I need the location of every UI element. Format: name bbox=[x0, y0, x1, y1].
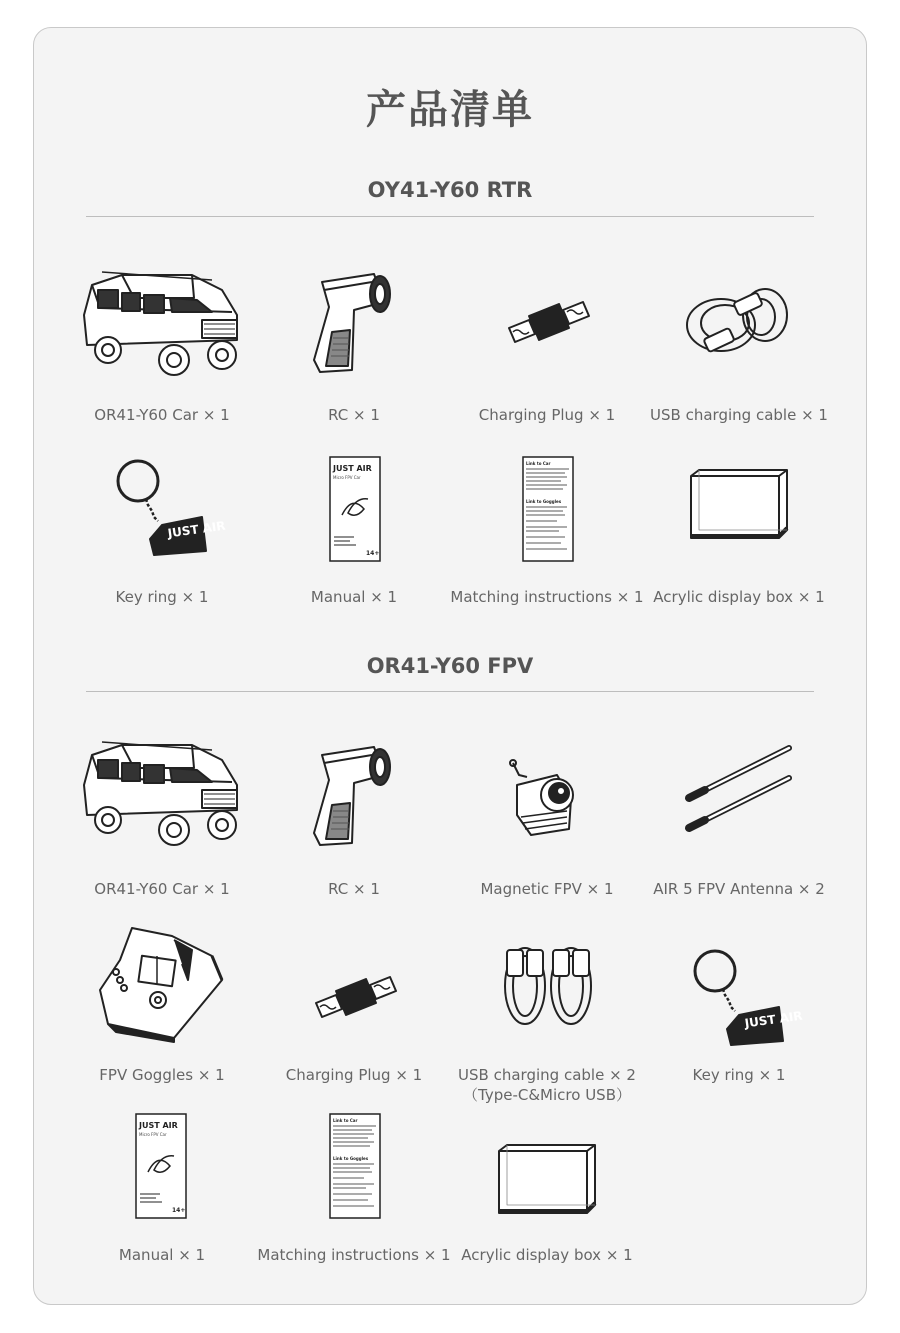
fpv-camera-icon bbox=[447, 755, 647, 845]
item-label: FPV Goggles × 1 bbox=[99, 1066, 225, 1084]
car-icon bbox=[62, 260, 262, 390]
page-title: 产品清单 bbox=[366, 87, 534, 133]
item-label: Acrylic display box × 1 bbox=[461, 1246, 633, 1264]
charging-plug-icon bbox=[447, 270, 647, 370]
manual-icon bbox=[62, 1112, 262, 1222]
antenna-icon bbox=[639, 740, 839, 840]
svg-text:Micro FPV Car: Micro FPV Car bbox=[333, 475, 361, 480]
item-label: OR41-Y60 Car × 1 bbox=[94, 406, 230, 424]
usb-cables-icon bbox=[447, 940, 647, 1030]
instructions-icon bbox=[447, 455, 647, 565]
item-label: Magnetic FPV × 1 bbox=[480, 880, 614, 898]
item-label: Charging Plug × 1 bbox=[478, 406, 616, 424]
svg-text:JUST AIR: JUST AIR bbox=[139, 1121, 178, 1130]
svg-text:Link to Car: Link to Car bbox=[333, 1118, 358, 1123]
section-heading-fpv: OR41-Y60 FPV bbox=[366, 654, 534, 678]
svg-text:JUST AIR: JUST AIR bbox=[743, 1008, 804, 1031]
key-ring-icon bbox=[62, 455, 262, 565]
svg-text:Link to Goggles: Link to Goggles bbox=[333, 1156, 369, 1161]
fpv-goggles-icon bbox=[62, 920, 262, 1045]
item-label: Manual × 1 bbox=[118, 1246, 206, 1264]
item-label: Matching instructions × 1 bbox=[257, 1246, 451, 1264]
svg-text:Micro FPV Car: Micro FPV Car bbox=[139, 1132, 167, 1137]
svg-text:Link to Car: Link to Car bbox=[526, 461, 551, 466]
manual-icon bbox=[254, 455, 454, 565]
item-label: USB charging cable × 1 bbox=[650, 406, 828, 424]
section-divider bbox=[86, 216, 814, 217]
svg-text:14+: 14+ bbox=[172, 1207, 186, 1214]
item-label: RC × 1 bbox=[328, 406, 380, 424]
display-box-icon bbox=[639, 460, 839, 560]
item-label: Key ring × 1 bbox=[692, 1066, 786, 1084]
remote-controller-icon bbox=[254, 735, 454, 855]
section-heading-rtr: OY41-Y60 RTR bbox=[367, 178, 533, 202]
item-label: AIR 5 FPV Antenna × 2 bbox=[653, 880, 825, 898]
car-icon bbox=[62, 730, 262, 860]
key-ring-icon bbox=[639, 945, 839, 1055]
display-box-icon bbox=[447, 1135, 647, 1225]
section-divider bbox=[86, 691, 814, 692]
remote-controller-icon bbox=[254, 262, 454, 382]
item-label: Key ring × 1 bbox=[115, 588, 209, 606]
item-label: Acrylic display box × 1 bbox=[653, 588, 825, 606]
svg-text:Link to Goggles: Link to Goggles bbox=[526, 499, 562, 504]
svg-text:14+: 14+ bbox=[366, 550, 380, 557]
usb-cable-icon bbox=[639, 275, 839, 375]
item-label: Matching instructions × 1 bbox=[450, 588, 644, 606]
item-label: USB charging cable × 2 （Type-C&Micro USB） bbox=[458, 1066, 636, 1104]
item-label: Charging Plug × 1 bbox=[285, 1066, 423, 1084]
svg-text:JUST AIR: JUST AIR bbox=[166, 518, 227, 541]
charging-plug-icon bbox=[254, 945, 454, 1045]
item-label: OR41-Y60 Car × 1 bbox=[94, 880, 230, 898]
instructions-icon bbox=[254, 1112, 454, 1222]
item-label: Manual × 1 bbox=[310, 588, 398, 606]
svg-text:JUST AIR: JUST AIR bbox=[333, 464, 372, 473]
item-label: RC × 1 bbox=[328, 880, 380, 898]
